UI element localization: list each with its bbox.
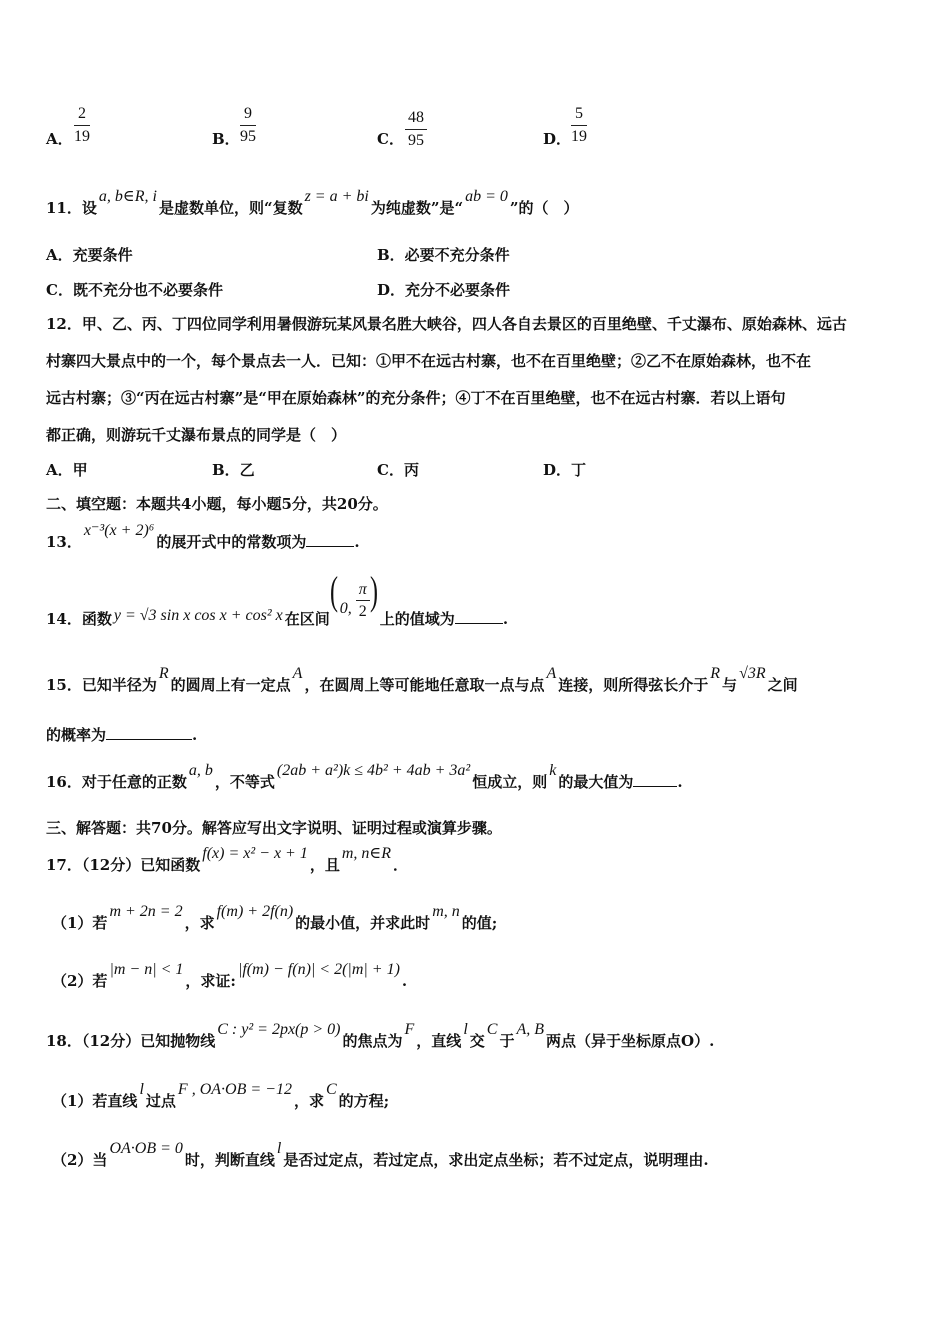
section-heading: 三、解答题：共70分。解答应写出文字说明、证明过程或演算步骤。 xyxy=(46,819,502,837)
math-expression: , OA·OB = −12 xyxy=(191,1081,292,1098)
option-label: A． xyxy=(46,130,73,148)
question-17-part-1 xyxy=(52,903,498,935)
math-expression: l xyxy=(463,1021,468,1038)
question-text: ，且 xyxy=(309,856,340,874)
math-expression: z = a + bi xyxy=(304,188,369,205)
question-text: 交 xyxy=(469,1032,485,1050)
question-text: 过点 xyxy=(145,1092,176,1110)
question-text: ，求 xyxy=(184,914,215,932)
interval: ( 0, π 2 ) xyxy=(329,568,378,620)
question-text: ，不等式 xyxy=(214,773,275,791)
question-text: 是虚数单位，则“复数 xyxy=(158,199,303,217)
math-expression: OA·OB = 0 xyxy=(109,1140,183,1157)
option-a: A．充要条件 xyxy=(46,246,133,264)
punctuation: . xyxy=(677,773,683,791)
question-text: 的值; xyxy=(461,914,498,932)
denominator: 95 xyxy=(240,128,256,145)
math-expression: R xyxy=(710,665,721,682)
math-expression: a, b∈R, i xyxy=(98,188,157,205)
question-text: 于 xyxy=(499,1032,515,1050)
question-text: 在区间 xyxy=(284,610,330,628)
question-number: 11．设 xyxy=(46,199,97,217)
math-expression: C xyxy=(486,1021,498,1038)
numerator: 48 xyxy=(405,107,427,130)
math-expression: m + 2n = 2 xyxy=(109,903,183,920)
question-text: 的展开式中的常数项为 xyxy=(156,533,307,551)
part-number: （2）若 xyxy=(52,972,108,990)
option-b: B．乙 xyxy=(212,461,255,479)
math-expression: |m − n| < 1 xyxy=(109,961,184,978)
question-text: 为纯虚数”是“ xyxy=(370,199,464,217)
question-number: 14．函数 xyxy=(46,610,112,628)
math-expression: l xyxy=(139,1081,144,1098)
pi: π xyxy=(356,580,370,601)
question-17 xyxy=(46,845,409,877)
question-15-line2 xyxy=(46,723,197,746)
math-expression: F xyxy=(404,1021,415,1038)
question-text: 的最大值为 xyxy=(558,773,634,791)
question-text: 连接，则所得弦长介于 xyxy=(558,676,709,694)
question-text: 的方程; xyxy=(338,1092,390,1110)
fraction xyxy=(571,103,587,148)
question-18-part-1 xyxy=(52,1081,390,1113)
question-number: 17．（12分）已知函数 xyxy=(46,856,201,874)
punctuation: . xyxy=(192,726,198,744)
question-12-line: 远古村寨；③“丙在远古村寨”是“甲在原始森林”的充分条件；④丁不在百里绝壁，也不在远古村寨．若以上语句 xyxy=(46,389,786,407)
option-label: C． xyxy=(377,130,404,148)
denominator: 19 xyxy=(74,128,90,145)
question-13 xyxy=(46,522,360,554)
denominator: 2 xyxy=(358,603,367,620)
question-text: 的圆周上有一定点 xyxy=(170,676,291,694)
math-expression: y = √3 sin x cos x + cos² x xyxy=(113,607,283,624)
math-expression: C : y² = 2px(p > 0) xyxy=(217,1021,341,1038)
option-d: D．充分不必要条件 xyxy=(377,281,511,299)
question-text: 时，判断直线 xyxy=(184,1151,275,1169)
question-12-line: 都正确，则游玩千丈瀑布景点的同学是（ ） xyxy=(46,426,347,444)
math-expression: m, n xyxy=(432,903,460,920)
question-18-part-2 xyxy=(52,1140,709,1172)
question-11 xyxy=(46,188,579,220)
section-heading: 二、填空题：本题共4小题，每小题5分，共20分。 xyxy=(46,495,388,513)
punctuation: . xyxy=(401,972,408,990)
question-text: ，求 xyxy=(293,1092,324,1110)
part-number: （1）若 xyxy=(52,914,108,932)
question-text: 两点（异于坐标原点O）. xyxy=(546,1032,715,1050)
punctuation: . xyxy=(354,533,360,551)
math-expression: C xyxy=(325,1081,337,1098)
answer-blank xyxy=(106,723,192,740)
math-expression: l xyxy=(276,1140,282,1157)
question-text: ，直线 xyxy=(416,1032,462,1050)
question-12-line: 12．甲、乙、丙、丁四位同学利用暑假游玩某风景名胜大峡谷，四人各自去景区的百里绝壁、千丈瀑布、原始森林、远古 xyxy=(46,315,847,333)
part-number: （1）若直线 xyxy=(52,1092,138,1110)
question-12-line: 村寨四大景点中的一个，每个景点去一人．已知：①甲不在远古村寨，也不在百里绝壁；②乙不在原始森林，也不在 xyxy=(46,352,812,370)
fraction xyxy=(240,103,256,148)
option-b: B．必要不充分条件 xyxy=(377,246,510,264)
question-text: 恒成立，则 xyxy=(472,773,548,791)
math-expression: x⁻³(x + 2)⁶ xyxy=(83,522,155,539)
punctuation: . xyxy=(502,610,509,628)
question-number: 15．已知半径为 xyxy=(46,676,157,694)
question-number: 18．（12分）已知抛物线 xyxy=(46,1032,216,1050)
question-text: 与 xyxy=(722,676,738,694)
option-c: C．丙 xyxy=(377,461,419,479)
question-text: 上的值域为 xyxy=(379,610,455,628)
question-text: 的概率为 xyxy=(46,726,107,744)
punctuation: ． xyxy=(393,856,409,874)
question-17-part-2 xyxy=(52,961,408,993)
question-14 xyxy=(46,568,509,631)
math-expression: |f(m) − f(n)| < 2(|m| + 1) xyxy=(237,961,400,978)
math-expression: F xyxy=(177,1081,188,1098)
math-expression: a, b xyxy=(188,762,213,779)
question-text: ，求证: xyxy=(185,972,236,990)
math-expression: A, B xyxy=(516,1021,545,1038)
numerator: 9 xyxy=(240,103,256,126)
option-c: C．既不充分也不必要条件 xyxy=(46,281,223,299)
answer-blank xyxy=(455,607,503,624)
answer-blank xyxy=(633,770,677,787)
math-expression: R xyxy=(158,665,169,682)
math-expression: ab = 0 xyxy=(465,188,508,205)
option-label: B． xyxy=(212,130,240,148)
math-expression: k xyxy=(549,762,557,779)
question-text: 的焦点为 xyxy=(342,1032,403,1050)
option-label: D． xyxy=(543,130,572,148)
denominator: 95 xyxy=(408,132,424,149)
math-expression: A xyxy=(292,665,303,682)
math-expression: m, n∈R xyxy=(341,845,392,862)
math-expression: (2ab + a²)k ≤ 4b² + 4ab + 3a² xyxy=(276,762,471,779)
numerator: 2 xyxy=(74,103,90,126)
question-15 xyxy=(46,665,798,697)
answer-blank xyxy=(306,530,354,547)
numerator: 5 xyxy=(571,103,587,126)
question-text: ，在圆周上等可能地任意取一点与点 xyxy=(304,676,545,694)
fraction xyxy=(74,103,90,148)
option-d: D．丁 xyxy=(543,461,587,479)
question-text: 的最小值，并求此时 xyxy=(295,914,431,932)
math-expression: f(x) = x² − x + 1 xyxy=(202,845,308,862)
question-number: 13． xyxy=(46,533,82,551)
math-expression: √3R xyxy=(739,665,766,682)
question-text: 是否过定点，若过定点，求出定点坐标；若不过定点，说明理由. xyxy=(283,1151,709,1169)
option-a: A．甲 xyxy=(46,461,88,479)
question-18 xyxy=(46,1021,715,1053)
question-text: ”的（ ） xyxy=(509,199,579,217)
math-expression: f(m) + 2f(n) xyxy=(216,903,294,920)
math-expression: A xyxy=(546,665,557,682)
interval-start: 0, xyxy=(339,600,352,617)
denominator: 19 xyxy=(571,128,587,145)
question-number: 16．对于任意的正数 xyxy=(46,773,187,791)
part-number: （2）当 xyxy=(52,1151,108,1169)
question-16 xyxy=(46,762,683,794)
question-text: 之间 xyxy=(767,676,798,694)
fraction xyxy=(405,107,427,152)
